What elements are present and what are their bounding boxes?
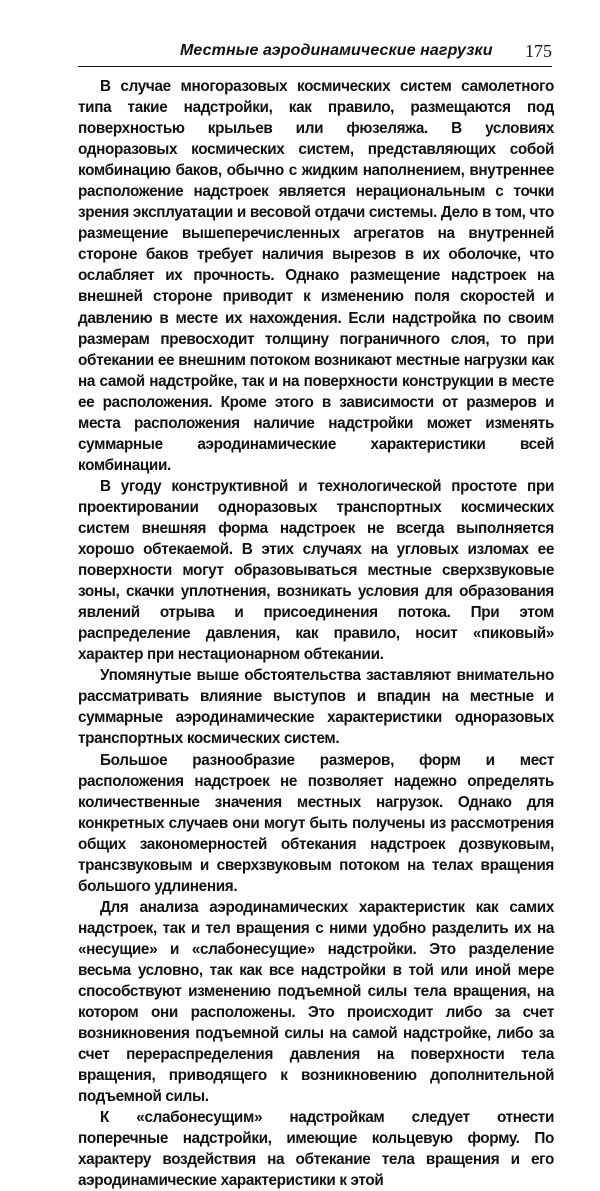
paragraph-3: Упомянутые выше обстоятельства заставляют внимательно рассматривать влияние выступов и впадин на местные и суммарные аэродинамические характеристики одноразовых транспортных космических систем.: [78, 667, 554, 748]
running-header: [78, 38, 552, 67]
running-title: Местные аэродинамические нагрузки: [180, 42, 493, 59]
paragraph-5: Для анализа аэродинамических характеристик как самих надстроек, так и тел вращения с ними удобно разделить их на «несущие» и «слабонесущие» надстройки. Это разделение весьма условно, так как все надстройки в той или иной мере способствуют изменению подъемной силы тела вращения, на котором они расположены. Это происходит либо за счет возникновения подъемной силы на самой надстройке, либо за счет перераспределения давления на поверхности тела вращения, приводящего к возникновению дополнительной подъемной силы.: [78, 898, 554, 1106]
paragraph-2: В угоду конструктивной и технологической простоте при проектировании одноразовых транспортных космических систем внешняя форма надстроек не всегда выполняется хорошо обтекаемой. В этих случаях на угловых изломах ее поверхности могут образовываться местные сверхзвуковые зоны, скачки уплотнения, возникать условия для образования явлений отрыва и присоединения потока. При этом распределение давления, как правило, носит «пиковый» характер при нестационарном обтекании.: [78, 477, 554, 664]
body-text: [78, 76, 554, 1191]
paragraph-1: В случае многоразовых космических систем самолетного типа такие надстройки, как правило, размещаются под поверхностью крыльев или фюзеляжа. В условиях одноразовых космических систем, представляющих собой комбинацию баков, обычно с жидким наполнением, внутреннее расположение надстроек является нерациональным с точки зрения эксплуатации и весовой отдачи системы. Дело в том, что размещение вышеперечисленных агрегатов на внутренней стороне баков требует наличия вырезов в их оболочке, что ослабляет их прочность. Однако размещение надстроек на внешней стороне приводит к изменению поля скоростей и давлению в месте их нахождения. Если надстройка по своим размерам превосходит толщину пограничного слоя, то при обтекании ее внешним потоком возникают местные нагрузки как на самой надстройке, так и на поверхности конструкции в месте ее расположения. Кроме этого в зависимости от размеров и места расположения наличие надстройки может изменять суммарные аэродинамические характеристики всей комбинации.: [78, 78, 554, 474]
paragraph-6: К «слабонесущим» надстройкам следует отнести поперечные надстройки, имеющие кольцевую форму. По характеру воздействия на обтекание тела вращения и его аэродинамические характеристики к этой: [78, 1109, 554, 1190]
paragraph-4: Большое разнообразие размеров, форм и мест расположения надстроек не позволяет надежно определять количественные значения местных нагрузок. Однако для конкретных случаев они могут быть получены из рассмотрения общих закономерностей обтекания надстроек дозвуковым, трансзвуковым и сверхзвуковым потоком на телах вращения большого удлинения.: [78, 751, 554, 895]
page-number: 175: [525, 41, 552, 61]
